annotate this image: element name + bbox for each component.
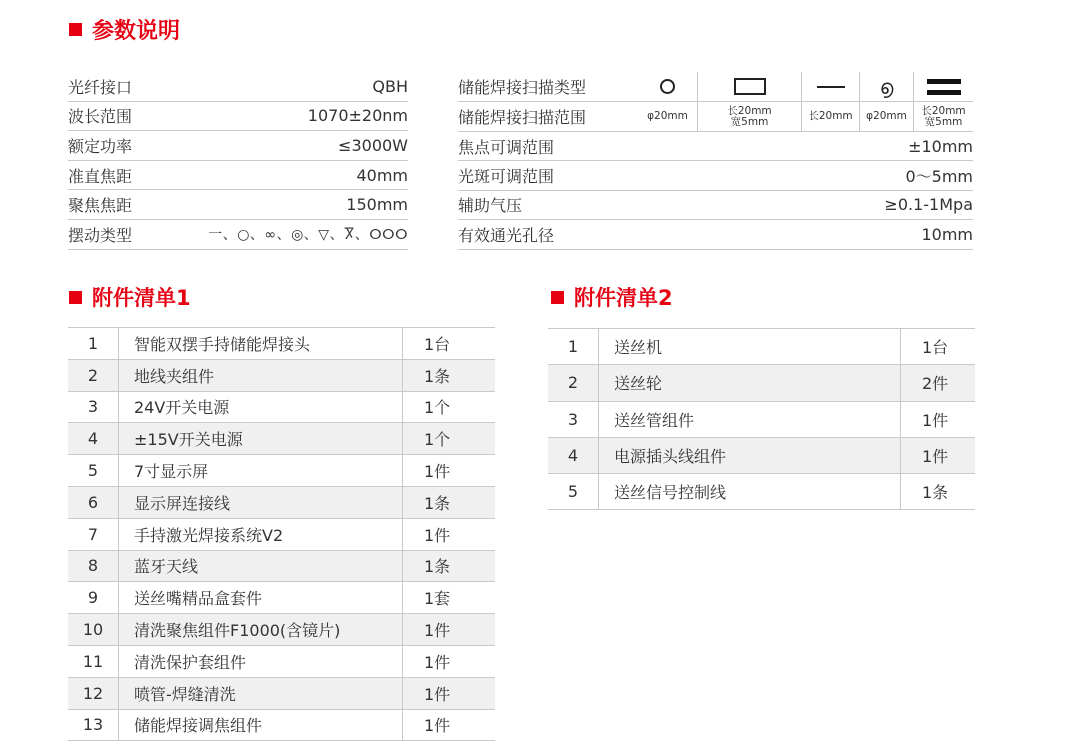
row-number: 4: [68, 423, 119, 455]
row-number: 2: [68, 359, 119, 391]
scan-range-value: φ20mm: [866, 110, 907, 122]
spec-row: [458, 220, 973, 249]
spec-label: 储能焊接扫描类型: [458, 78, 587, 97]
spec-row: [458, 191, 973, 220]
spec-label: 波长范围: [68, 107, 133, 127]
heading-square-icon: [551, 291, 564, 304]
item-qty: 1条: [403, 550, 496, 582]
scan-range-value: 长20mm: [808, 110, 853, 122]
spec-list-left: [68, 72, 408, 250]
accessories-table-1: [68, 327, 495, 741]
scan-cell: [913, 102, 973, 131]
scan-range-row: [458, 102, 973, 132]
row-number: 5: [68, 455, 119, 487]
table-row: [68, 423, 495, 455]
row-number: 6: [68, 486, 119, 518]
spec-label: 储能焊接扫描范围: [458, 108, 587, 127]
rectangle-icon: [734, 78, 766, 95]
scan-range-value: 长20mm: [727, 104, 772, 117]
spec-label: 额定功率: [68, 136, 133, 156]
swing-types-value: 一、○、∞、◎、▽、Ⴟ、ⵔⵔⵔ: [208, 227, 408, 244]
spec-value: 150mm: [346, 195, 408, 215]
row-number: 3: [548, 401, 599, 437]
item-qty: 1条: [403, 486, 496, 518]
spec-label: 摆动类型: [68, 225, 133, 245]
item-name: 24V开关电源: [119, 391, 403, 423]
scan-range-value: φ20mm: [647, 110, 688, 122]
row-number: 13: [68, 709, 119, 741]
item-qty: 1条: [901, 474, 976, 510]
table-row: [68, 645, 495, 677]
spec-value: ±10mm: [908, 136, 973, 156]
item-name: 喷管-焊缝清洗: [119, 677, 403, 709]
spec-value: ≤3000W: [338, 135, 408, 155]
item-name: ±15V开关电源: [119, 423, 403, 455]
scan-cell: [859, 102, 913, 131]
table-row: [548, 401, 975, 437]
scan-type-row: [458, 72, 973, 102]
spec-label: 焦点可调范围: [458, 137, 555, 157]
scan-cell: [638, 102, 697, 131]
spec-row: [68, 220, 408, 250]
item-name: 清洗保护套组件: [119, 645, 403, 677]
item-qty: 1件: [403, 709, 496, 741]
accessories-table-2: [548, 328, 975, 510]
row-number: 8: [68, 550, 119, 582]
row-number: 5: [548, 474, 599, 510]
scan-cell: [697, 102, 801, 131]
item-qty: 1件: [403, 518, 496, 550]
scan-range-value: 长20mm: [921, 104, 966, 117]
row-number: 7: [68, 518, 119, 550]
spec-value: 10mm: [921, 224, 973, 244]
item-name: 电源插头线组件: [599, 437, 901, 473]
heading-square-icon: [69, 23, 82, 36]
row-number: 4: [548, 437, 599, 473]
spec-row: [458, 132, 973, 161]
table-row: [68, 709, 495, 741]
row-number: 9: [68, 582, 119, 614]
spec-row: [68, 131, 408, 161]
scan-cell: [801, 72, 859, 101]
item-qty: 1件: [403, 677, 496, 709]
item-name: 送丝机: [599, 329, 901, 365]
row-number: 2: [548, 365, 599, 401]
item-qty: 1个: [403, 423, 496, 455]
spec-value: 40mm: [356, 165, 408, 185]
circle-icon: [660, 79, 675, 94]
item-name: 地线夹组件: [119, 359, 403, 391]
row-number: 10: [68, 614, 119, 646]
item-name: 清洗聚焦组件F1000(含镜片): [119, 614, 403, 646]
table-row: [68, 455, 495, 487]
spec-label: 准直焦距: [68, 166, 133, 186]
section-heading-params: [69, 14, 180, 45]
item-qty: 1件: [403, 645, 496, 677]
section-title: 参数说明: [92, 19, 181, 44]
section-title: 附件清单2: [574, 286, 673, 310]
table-row: [68, 550, 495, 582]
spec-label: 光纤接口: [68, 77, 133, 97]
spec-value: QBH: [372, 76, 408, 96]
scan-range-value: 宽5mm: [924, 115, 963, 128]
spec-label: 光斑可调范围: [458, 167, 555, 187]
table-row: [68, 614, 495, 646]
spec-row: [458, 161, 973, 190]
item-name: 智能双摆手持储能焊接头: [119, 328, 403, 360]
table-row: [68, 328, 495, 360]
item-qty: 1件: [901, 401, 976, 437]
spec-value: ≥0.1-1Mpa: [884, 195, 973, 215]
scan-range-value: 宽5mm: [730, 115, 769, 128]
spec-value: 0～5mm: [905, 167, 973, 187]
scan-cell: [913, 72, 973, 101]
item-name: 显示屏连接线: [119, 486, 403, 518]
spec-label: 辅助气压: [458, 196, 523, 216]
table-row: [68, 677, 495, 709]
item-name: 手持激光焊接系统V2: [119, 518, 403, 550]
table-row: [68, 486, 495, 518]
spiral-icon: ൭: [879, 74, 894, 99]
item-qty: 2件: [901, 365, 976, 401]
row-number: 3: [68, 391, 119, 423]
heading-square-icon: [69, 291, 82, 304]
item-qty: 1套: [403, 582, 496, 614]
item-name: 送丝嘴精品盒套件: [119, 582, 403, 614]
section-heading-accessories-1: [69, 282, 191, 312]
section-title: 附件清单1: [92, 286, 191, 310]
section-heading-accessories-2: [551, 282, 673, 312]
table-row: [68, 391, 495, 423]
scan-cell: [859, 72, 913, 101]
item-name: 送丝轮: [599, 365, 901, 401]
item-qty: 1件: [403, 614, 496, 646]
item-qty: 1台: [403, 328, 496, 360]
spec-row: [68, 190, 408, 220]
table-row: [68, 582, 495, 614]
spec-value: 1070±20nm: [307, 106, 408, 126]
item-name: 7寸显示屏: [119, 455, 403, 487]
table-row: [548, 474, 975, 510]
line-icon: [817, 86, 845, 88]
spec-row: [68, 72, 408, 102]
spec-label: 聚焦焦距: [68, 196, 133, 216]
table-row: [548, 329, 975, 365]
item-name: 送丝管组件: [599, 401, 901, 437]
table-row: [68, 518, 495, 550]
row-number: 1: [68, 328, 119, 360]
spec-label: 有效通光孔径: [458, 225, 555, 245]
table-row: [548, 437, 975, 473]
scan-cell: [697, 72, 801, 101]
item-qty: 1件: [403, 455, 496, 487]
item-name: 储能焊接调焦组件: [119, 709, 403, 741]
dense-fill-icon: [927, 79, 961, 95]
item-name: 送丝信号控制线: [599, 474, 901, 510]
spec-list-right: [458, 72, 973, 250]
item-qty: 1件: [901, 437, 976, 473]
scan-cell: [638, 72, 697, 101]
spec-row: [68, 161, 408, 191]
item-qty: 1台: [901, 329, 976, 365]
table-row: [68, 359, 495, 391]
spec-row: [68, 102, 408, 132]
scan-cell: [801, 102, 859, 131]
row-number: 11: [68, 645, 119, 677]
row-number: 12: [68, 677, 119, 709]
item-qty: 1条: [403, 359, 496, 391]
item-name: 蓝牙天线: [119, 550, 403, 582]
item-qty: 1个: [403, 391, 496, 423]
row-number: 1: [548, 329, 599, 365]
table-row: [548, 365, 975, 401]
